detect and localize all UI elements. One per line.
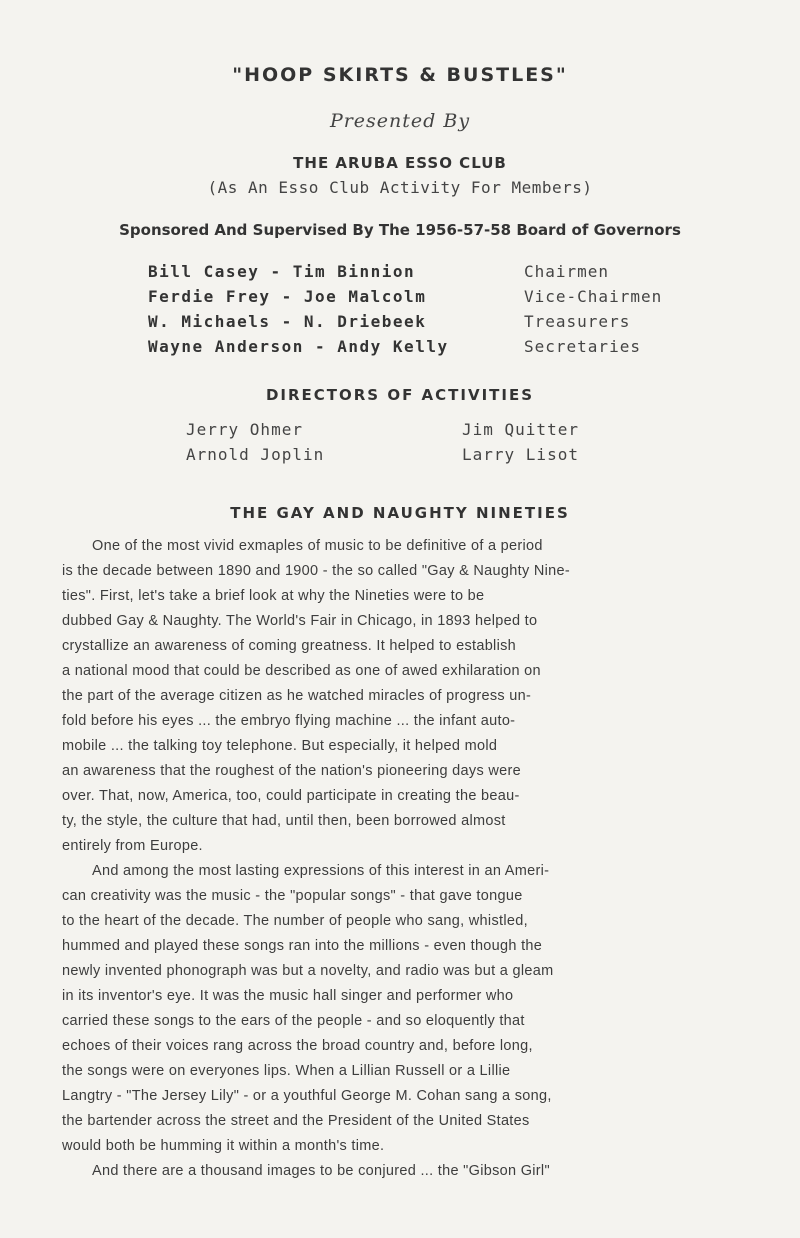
body-line: the songs were on everyones lips. When a Lillian Russell or a Lillie — [62, 1063, 511, 1079]
officers-list — [148, 262, 748, 362]
officer-names: W. Michaels - N. Driebeek — [148, 312, 427, 331]
body-line: a national mood that could be described as one of awed exhilaration on — [62, 663, 541, 679]
body-line: over. That, now, America, too, could participate in creating the beau- — [62, 788, 520, 804]
body-line: Langtry - "The Jersey Lily" - or a youthful George M. Cohan sang a song, — [62, 1088, 552, 1104]
body-line: mobile ... the talking toy telephone. But especially, it helped mold — [62, 738, 498, 754]
body-line: One of the most vivid exmaples of music to be definitive of a period — [92, 538, 543, 554]
officer-role: Vice-Chairmen — [524, 287, 663, 306]
body-line: And there are a thousand images to be conjured ... the "Gibson Girl" — [92, 1163, 550, 1179]
body-line: can creativity was the music - the "popular songs" - that gave tongue — [62, 888, 523, 904]
body-line: fold before his eyes ... the embryo flying machine ... the infant auto- — [62, 713, 516, 729]
body-line: ty, the style, the culture that had, until then, been borrowed almost — [62, 813, 506, 829]
directors-list — [186, 420, 686, 470]
club-name: THE ARUBA ESSO CLUB — [293, 154, 507, 172]
officer-row — [148, 287, 748, 312]
sponsor-line: Sponsored And Supervised By The 1956-57-58 Board of Governors — [119, 221, 681, 239]
body-line: carried these songs to the ears of the people - and so eloquently that — [62, 1013, 525, 1029]
body-line: is the decade between 1890 and 1900 - the so called "Gay & Naughty Nine- — [62, 563, 570, 579]
body-text — [62, 538, 762, 1188]
officer-role: Treasurers — [524, 312, 631, 331]
directors-row — [186, 445, 686, 470]
section-heading: THE GAY AND NAUGHTY NINETIES — [230, 504, 570, 522]
officer-row — [148, 337, 748, 362]
officer-role: Chairmen — [524, 262, 610, 281]
presented-by: Presented By — [329, 110, 471, 132]
directors-row — [186, 420, 686, 445]
body-line: would both be humming it within a month's time. — [62, 1138, 385, 1154]
body-line: crystallize an awareness of coming greatness. It helped to establish — [62, 638, 517, 654]
body-line: hummed and played these songs ran into the millions - even though the — [62, 938, 543, 954]
body-line: the bartender across the street and the President of the United States — [62, 1113, 530, 1129]
club-note: (As An Esso Club Activity For Members) — [207, 178, 593, 197]
director-name: Jerry Ohmer — [186, 420, 303, 439]
body-line: the part of the average citizen as he watched miracles of progress un- — [62, 688, 532, 704]
officer-names: Ferdie Frey - Joe Malcolm — [148, 287, 427, 306]
officer-row — [148, 262, 748, 287]
body-line: echoes of their voices rang across the broad country and, before long, — [62, 1038, 533, 1054]
body-line: an awareness that the roughest of the nation's pioneering days were — [62, 763, 521, 779]
body-line: ties". First, let's take a brief look at why the Nineties were to be — [62, 588, 485, 604]
officer-names: Wayne Anderson - Andy Kelly — [148, 337, 449, 356]
body-line: entirely from Europe. — [62, 838, 203, 854]
director-name: Arnold Joplin — [186, 445, 325, 464]
director-name: Jim Quitter — [462, 420, 579, 439]
body-line: newly invented phonograph was but a novelty, and radio was but a gleam — [62, 963, 554, 979]
officer-row — [148, 312, 748, 337]
body-line: dubbed Gay & Naughty. The World's Fair in Chicago, in 1893 helped to — [62, 613, 538, 629]
body-line: in its inventor's eye. It was the music hall singer and performer who — [62, 988, 514, 1004]
body-line: And among the most lasting expressions of this interest in an Ameri- — [92, 863, 550, 879]
body-line: to the heart of the decade. The number of people who sang, whistled, — [62, 913, 528, 929]
directors-heading: DIRECTORS OF ACTIVITIES — [265, 386, 535, 404]
officer-role: Secretaries — [524, 337, 641, 356]
officer-names: Bill Casey - Tim Binnion — [148, 262, 416, 281]
director-name: Larry Lisot — [462, 445, 579, 464]
page-title: "HOOP SKIRTS & BUSTLES" — [232, 64, 568, 86]
